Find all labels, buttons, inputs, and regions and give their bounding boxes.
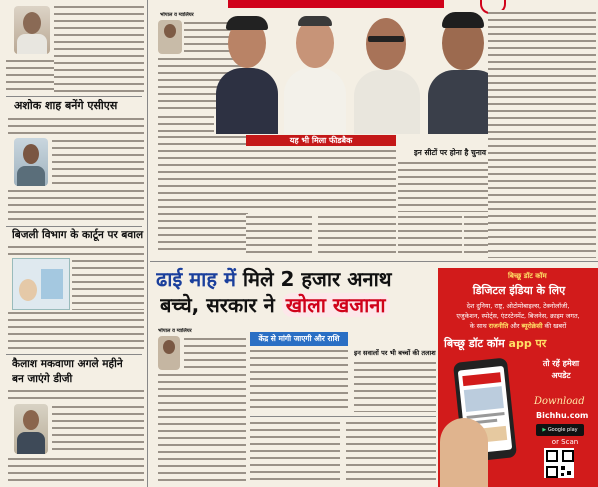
reporter-photo — [158, 20, 182, 54]
google-play-badge[interactable]: ▶ Google play — [536, 424, 584, 436]
main-headline-part1: ढाई माह में — [156, 267, 236, 291]
ad-download: Download — [534, 396, 585, 407]
search-subhead: इन सवालों पर भी बच्चों की तलाश — [354, 349, 436, 357]
ad-brand-top: बिच्छू डॉट कॉम — [508, 272, 547, 280]
story2-text — [8, 116, 144, 136]
main-story-text-col1 — [158, 372, 246, 484]
ad-update-line1: तो रहें हमेशा — [542, 359, 580, 368]
main-story-text-col3 — [346, 420, 436, 484]
main-story-text-col2 — [250, 420, 340, 484]
politician-photo-1 — [14, 6, 50, 54]
play-icon: ▶ — [542, 427, 547, 433]
story4-headline-line1: कैलाश मकवाणा अगले महीने — [12, 358, 123, 370]
main-headline-line1 — [156, 266, 436, 292]
top-story — [150, 0, 598, 260]
story2-headline: अशोक शाह बनेंगे एसीएस — [14, 99, 118, 112]
main-headline-part2: मिले 2 हजार अनाथ — [242, 267, 392, 291]
top-story-byline: भोपाल व ग्वालियर — [160, 12, 194, 18]
hand-image — [440, 418, 488, 487]
story3-headline: बिजली विभाग के कार्टून पर बवाल — [12, 229, 144, 241]
dg-photo — [14, 404, 48, 454]
officer-photo — [14, 138, 48, 186]
main-story-byline: भोपाल व ग्वालियर — [158, 328, 192, 334]
ad-topics-line2: एजुकेशन, स्पोर्ट्स, एंटरटेनमेंट, बिजनेस, क्राइम जगत, — [456, 312, 580, 320]
left-column — [0, 0, 146, 487]
ad-or-scan: or Scan — [551, 438, 579, 446]
ad-update-line2: अपडेट — [551, 371, 571, 380]
centre-funds-subhead: केंद्र से मांगी जाएगी और राशि — [250, 332, 348, 346]
ad-url[interactable]: Bichhu.com — [536, 411, 589, 420]
seats-subhead: इन सीटों पर होना है चुनाव — [414, 148, 487, 157]
ad-topics-line1: देश दुनिया, राष्ट्र, ओटोमोबाइल्स, टेक्नोलॉजी, — [466, 302, 570, 310]
main-story-reporter-photo — [158, 336, 180, 370]
ad-topics-line3: के साथ राजनीति और ब्यूरोक्रेसी की खबरों — [469, 322, 567, 330]
main-headline-part3: बच्चे, सरकार ने — [160, 293, 275, 317]
story4-headline-line2: बन जाएंगे डीजी — [12, 373, 73, 385]
feedback-subhead: यह भी मिला फीडबैक — [246, 135, 396, 146]
cartoon-image — [12, 258, 70, 310]
story3-text — [8, 244, 144, 258]
ad-headline: डिजिटल इंडिया के लिए — [472, 284, 566, 297]
bichhu-ad[interactable] — [438, 268, 598, 487]
qr-code-icon[interactable] — [544, 448, 574, 478]
story1-text — [54, 4, 144, 92]
main-headline-line2 — [160, 292, 436, 318]
main-headline-highlight: खोला खजाना — [282, 293, 390, 317]
main-story — [150, 262, 436, 487]
ad-app-line: बिच्छू डॉट कॉम app पर — [444, 337, 547, 350]
top-story-right-text — [488, 10, 596, 258]
